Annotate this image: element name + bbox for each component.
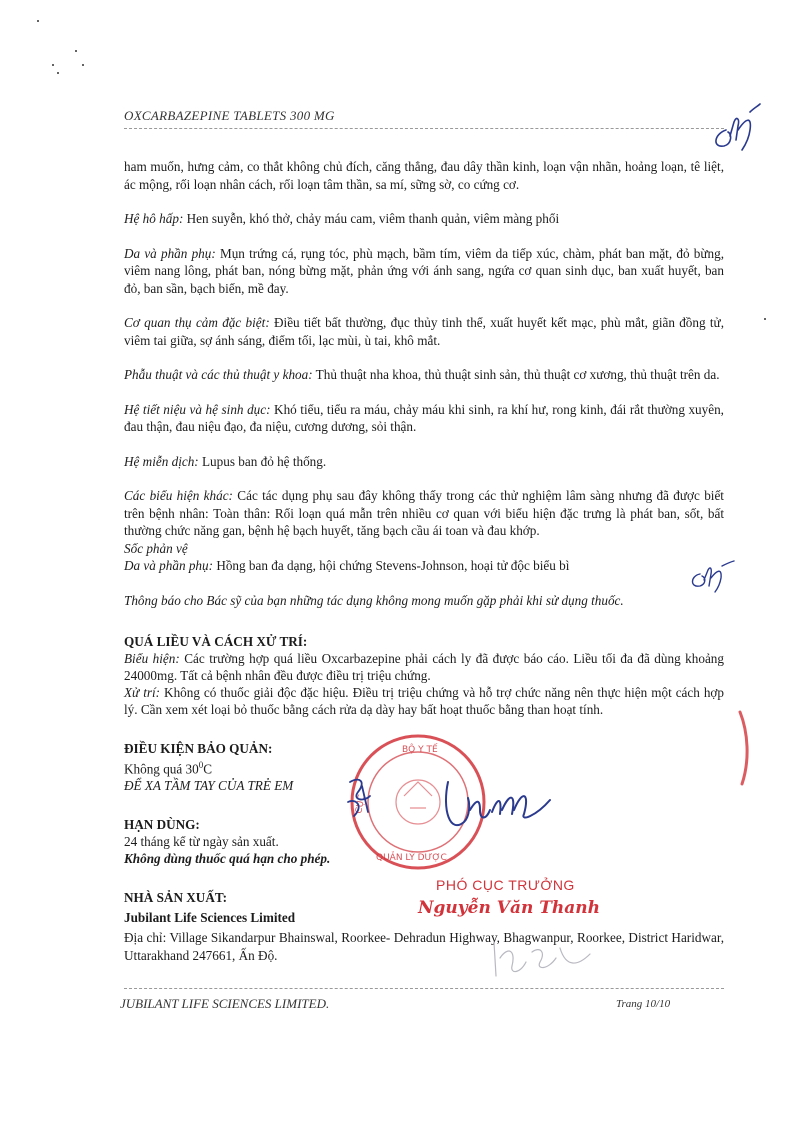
paragraph-label: Cơ quan thụ cảm đặc biệt: [124,315,270,330]
overdose-treatment [124,684,724,718]
paragraph-label: Hệ tiết niệu và hệ sinh dục: [124,401,271,417]
expiry-period: 24 tháng kể từ ngày sản xuất. [124,834,279,850]
footer-divider [124,988,724,989]
temperature-unit: C [203,761,213,777]
initials-signature-middle [686,560,738,596]
paragraph-surgery [124,366,724,384]
faint-signature [486,932,596,982]
scan-speck [52,64,54,66]
side-effects-text [124,158,724,626]
paragraph-continuation [124,158,724,193]
seal-text-top: BỘ Y TẾ [402,745,438,755]
storage-children-warning: ĐỂ XA TẦM TAY CỦA TRẺ EM [124,778,294,794]
overdose-signs [124,650,724,684]
anaphylaxis-label: Sốc phản vệ [124,540,188,556]
signs-text: Các trường hợp quá liều Oxcarbazepine phải cách ly đã được báo cáo. Liều tối đa đã dùng khoảng 24000mg. Tất cả bệnh nhân đều được điều trị triệu chứng. [124,651,724,683]
paragraph-text: Lupus ban đỏ hệ thống. [198,453,327,469]
paragraph-label: Các biểu hiện khác: [124,488,233,503]
red-margin-mark [734,708,754,788]
line-skin-postmarketing [124,557,724,575]
paragraph-text: Thủ thuật nha khoa, thủ thuật sinh sản, thủ thuật cơ xương, thủ thuật trên da. [312,367,720,382]
document-header: OXCARBAZEPINE TABLETS 300 MG [124,108,335,123]
paragraph-other [124,487,724,540]
expiry-heading: HẠN DÙNG: [124,817,200,833]
initials-signature-top [706,100,762,160]
paragraph-label: Da và phần phụ: [124,245,216,261]
treatment-text: Không có thuốc giải độc đặc hiệu. Điều trị triệu chứng và hỗ trợ chức năng nên thực hiện một cách hợp lý. Cần xem xét loại bỏ thuốc bằng cách rửa dạ dày hay bất hoạt thuốc bằng than hoạt tính. [124,685,724,717]
overdose-section [124,633,724,718]
expiry-warning: Không dùng thuốc quá hạn cho phép. [124,851,331,867]
paragraph-text: Khó tiểu, tiểu ra máu, chảy máu khi sinh, ra khí hư, rong kinh, đái rắt thường xuyên, đau thận, đau niệu đạo, đa niệu, cương dương, sỏi thận. [124,401,724,434]
storage-heading: ĐIỀU KIỆN BẢO QUẢN: [124,741,273,756]
manufacturer-heading: NHÀ SẢN XUẤT: [124,890,228,906]
seal-text-left: CỤC [354,793,368,815]
official-title: PHÓ CỤC TRƯỞNG [436,877,575,893]
paragraph-text: Hen suyễn, khó thở, chảy máu cam, viêm thanh quản, viêm màng phổi [183,211,560,226]
paragraph-special-senses [124,314,724,349]
manufacturer-name: Jubilant Life Sciences Limited [124,910,296,926]
paragraph-urogenital [124,401,724,436]
paragraph-immune [124,453,724,471]
seal-text-bottom: QUẢN LÝ DƯỢC [376,853,447,863]
doctor-notice: Thông báo cho Bác sỹ của bạn những tác dụng không mong muốn gặp phải khi sử dụng thuốc. [124,592,624,608]
paragraph-label: Hệ hô hấp: [124,211,184,226]
signs-label: Biểu hiện: [124,651,180,666]
paragraph-skin [124,245,724,298]
page-number: Trang 10/10 [616,998,671,1010]
paragraph-respiratory [124,210,724,228]
paragraph-text: Các tác dụng phụ sau đây không thấy trong các thử nghiệm lâm sàng nhưng đã được biết trên bệnh nhân: Toàn thân: Rối loạn quá mẫn trên nhiều cơ quan với biểu hiện đặc trưng là phát ban, sốt, bất thường chức năng gan, bệnh hệ bạch huyết, tăng bạch cầu ái toan và đau khớp. [124,488,724,538]
official-name: Nguyễn Văn Thanh [418,898,600,918]
manufacturer-address: Địa chỉ: Village Sikandarpur Bhainswal, Roorkee- Dehradun Highway, Bhagwanpur, Roorkee, District Haridwar, Uttarakhand 247661, Ấn Độ. [124,930,724,964]
director-signature [440,770,560,840]
paragraph-text: Mụn trứng cá, rụng tóc, phù mạch, bầm tím, viêm da tiếp xúc, chàm, phát ban mặt, đỏ bừng, viêm nang lông, phát ban, nóng bừng mặt, phản ứng với ánh sang, ngứa cơ quan sinh dục, ban xuất huyết, ban đỏ, ban sần, bạch biến, mề đay. [124,245,724,296]
header-divider [124,128,724,129]
paragraph-text: Điều tiết bất thường, đục thủy tinh thể, xuất huyết kết mạc, phù mắt, giãn đồng tử, viêm tai giữa, sợ ánh sáng, điểm tối, lạc mùi, ù tai, khô mắt. [124,315,724,348]
scan-speck [75,50,77,52]
paragraph-text: Hồng ban đa dạng, hội chứng Stevens-Johnson, hoại tử độc biểu bì [213,558,570,573]
degree-mark: 0 [198,760,204,770]
treatment-label: Xử trí: [124,685,161,700]
paragraph-text: ham muốn, hưng cảm, co thắt không chủ đích, căng thẳng, đau dây thần kinh, loạn vận nhãn, hoảng loạn, tê liệt, ác mộng, rối loạn nhân cách, rối loạn tâm thần, sa mí, sững sờ, co cứng cơ. [124,159,724,192]
scan-speck [82,64,84,66]
overdose-heading: QUÁ LIỀU VÀ CÁCH XỬ TRÍ: [124,634,308,649]
temperature-text: Không quá 30 [124,761,199,777]
paragraph-label: Da và phần phụ: [124,558,214,573]
paragraph-label: Hệ miễn dịch: [124,453,199,469]
scan-speck [37,20,39,22]
scan-speck [57,72,59,74]
paragraph-label: Phẫu thuật và các thủ thuật y khoa: [124,367,313,382]
scan-speck [764,318,766,320]
footer-company: JUBILANT LIFE SCIENCES LIMITED. [120,996,330,1011]
initials-signature-seal [340,772,380,822]
line-anaphylaxis [124,540,724,558]
